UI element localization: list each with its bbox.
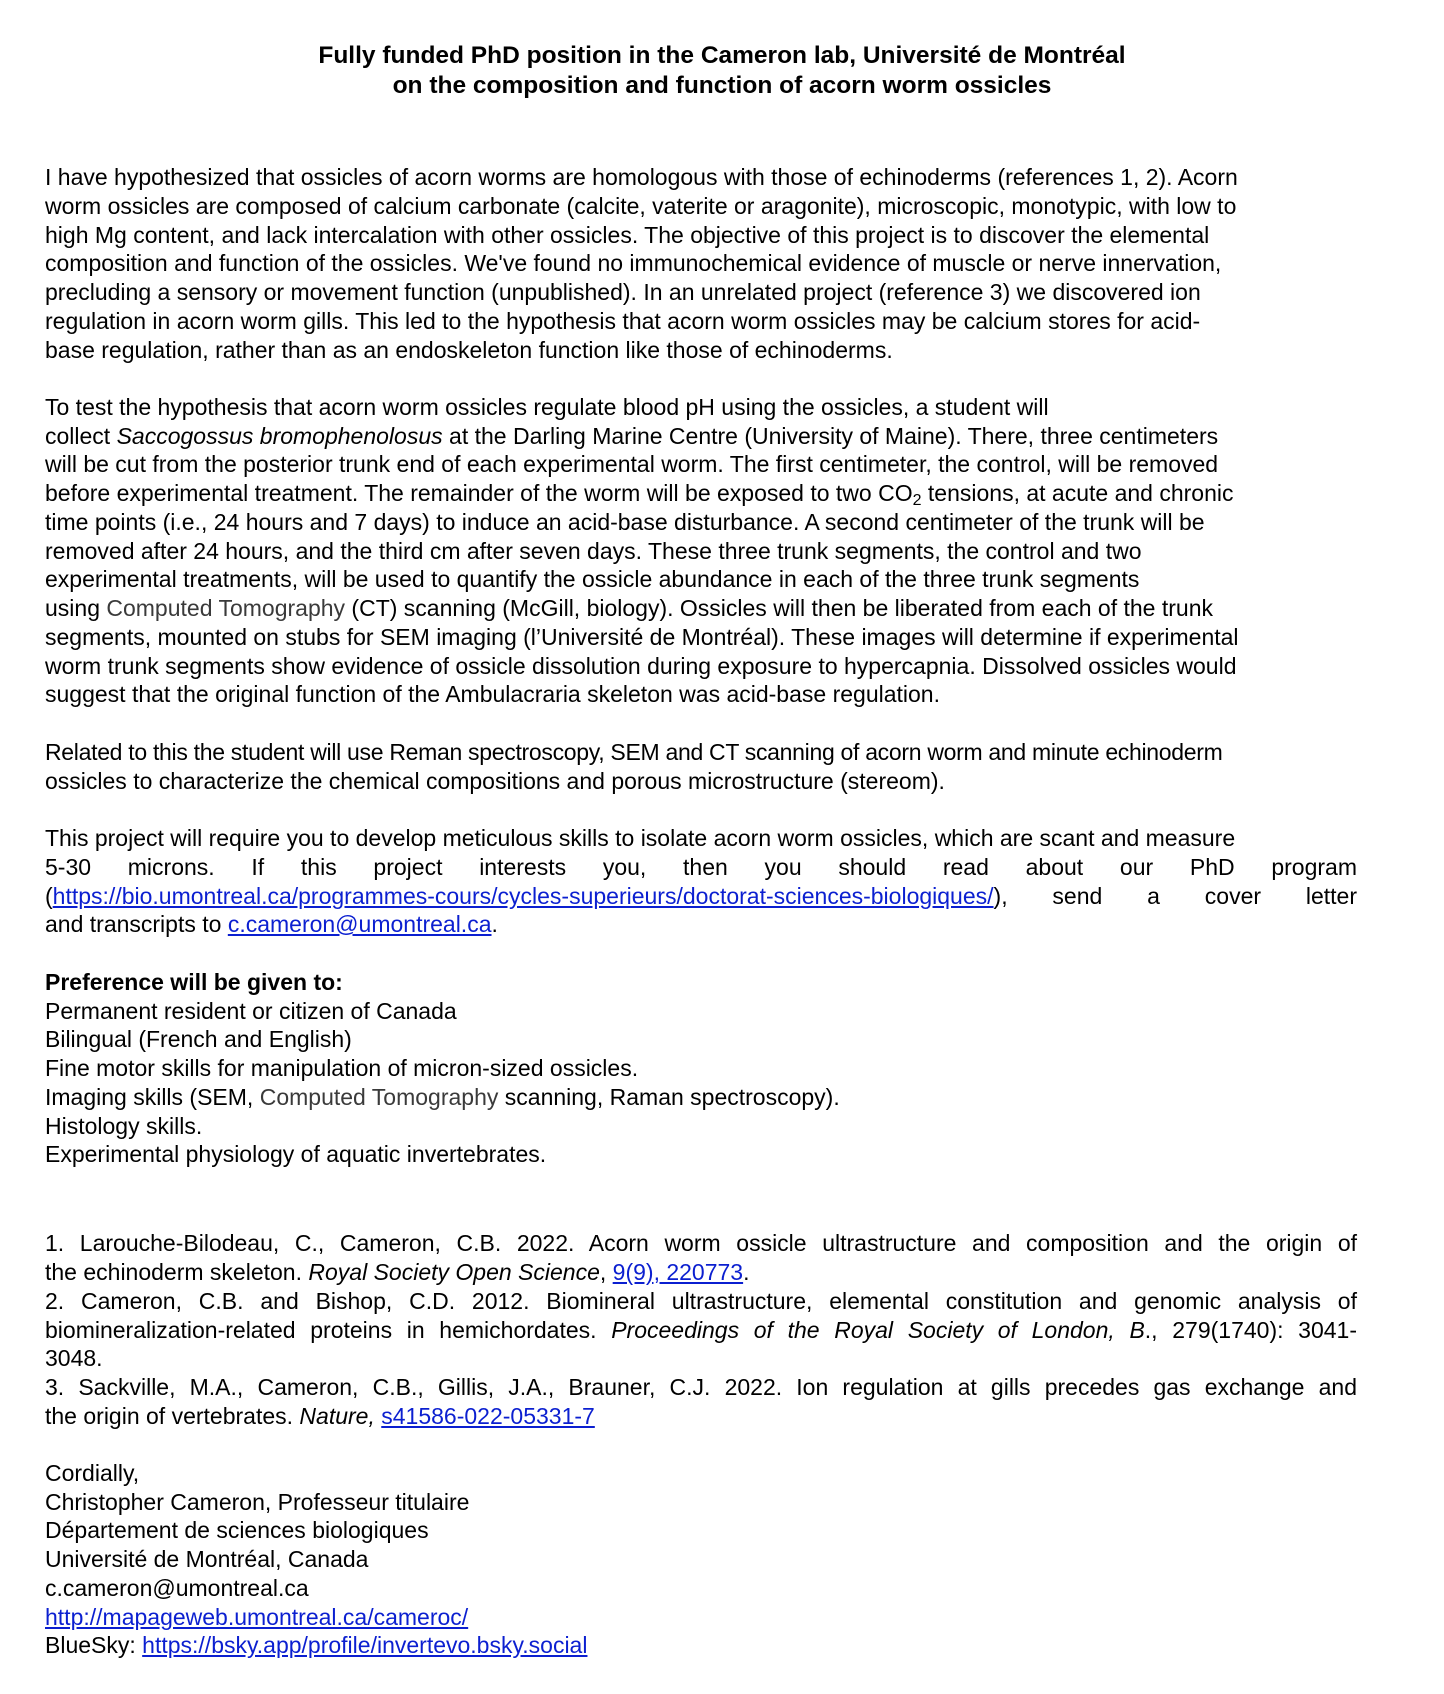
signature-email: c.cameron@umontreal.ca [45,1575,309,1601]
text-line: high Mg content, and lack intercalation with other ossicles. The objective of this project is to discover the elemental [45,222,1210,248]
text-span: . [743,1259,750,1285]
closing: Cordially, [45,1460,140,1486]
text-line: composition and function of the ossicles. We've found no immunochemical evidence of muscle or nerve innervation, [45,250,1222,276]
text-span: (CT) scanning (McGill, biology). Ossicles will then be liberated from each of the trunk [345,595,1213,621]
computed-tomography-term: Computed Tomography [259,1084,499,1110]
journal-name: Royal Society Open Science [308,1259,600,1285]
text-line: segments, mounted on stubs for SEM imaging (l’Université de Montréal). These images will determine if experimental [45,624,1239,650]
text-line: 5-30 microns. If this project interests you, then you should read about our PhD program [45,854,1357,880]
text-span: and transcripts to [45,911,228,937]
text-line: Related to this the student will use Reman spectroscopy, SEM and CT scanning of acorn worm and minute echinoderm [45,739,1223,765]
preferences-heading [45,968,343,996]
text-line [45,594,1213,622]
text-line: experimental treatments, will be used to quantify the ossicle abundance in each of the three trunk segments [45,566,1140,592]
bluesky-link[interactable]: https://bsky.app/profile/invertevo.bsky.social [142,1632,588,1658]
signature-university: Université de Montréal, Canada [45,1546,369,1572]
preference-item: Fine motor skills for manipulation of micron-sized ossicles. [45,1055,639,1081]
text-line: This project will require you to develop meticulous skills to isolate acorn worm ossicles, which are scant and measure [45,825,1236,851]
text-line: precluding a sensory or movement function (unpublished). In an unrelated project (reference 3) we discovered ion [45,279,1201,305]
text-span: collect [45,423,117,449]
reference-1: 1. Larouche-Bilodeau, C., Cameron, C.B. 2022. Acorn worm ossicle ultrastructure and composition and the origin of [45,1230,1357,1256]
text-line: regulation in acorn worm gills. This led to the hypothesis that acorn worm ossicles may be calcium stores for acid- [45,308,1201,334]
text-line: To test the hypothesis that acorn worm ossicles regulate blood pH using the ossicles, a student will [45,394,1049,420]
email-link[interactable]: c.cameron@umontreal.ca [227,911,492,937]
website-link[interactable]: http://mapageweb.umontreal.ca/cameroc/ [45,1604,469,1630]
preference-item: Histology skills. [45,1113,203,1139]
text-line [45,910,498,938]
journal-name: Nature, [299,1403,375,1429]
subscript: 2 [912,492,922,509]
text-line [45,882,1357,910]
reference-1-cont [45,1258,750,1286]
text-span: Imaging skills (SEM, [45,1084,260,1110]
signature-department: Département de sciences biologiques [45,1517,429,1543]
text-span: ), send a cover letter [993,883,1357,909]
text-line: time points (i.e., 24 hours and 7 days) to induce an acid-base disturbance. A second centimeter of the trunk will be [45,509,1205,535]
preference-item [45,1083,840,1111]
preference-item: Permanent resident or citizen of Canada [45,998,457,1024]
title-line-2: on the composition and function of acorn worm ossicles [392,72,1052,99]
signature-name: Christopher Cameron, Professeur titulaire [45,1489,470,1515]
text-line: worm trunk segments show evidence of ossicle dissolution during exposure to hypercapnia. Dissolved ossicles would [45,653,1237,679]
phd-program-link[interactable]: https://bio.umontreal.ca/programmes-cours/cycles-superieurs/doctorat-sciences-biologiques/ [52,883,994,909]
text-line [45,479,1234,511]
reference-3-cont [45,1402,595,1430]
heading-text: Preference will be given to: [45,969,343,995]
computed-tomography-term: Computed Tomography [106,595,346,621]
text-line: suggest that the original function of the Ambulacraria skeleton was acid-base regulation. [45,681,940,707]
bluesky-line [45,1631,587,1659]
text-span: ( [45,883,53,909]
text-span: , [599,1259,613,1285]
preference-item: Experimental physiology of aquatic invertebrates. [45,1141,547,1167]
bluesky-label: BlueSky: [45,1632,143,1658]
title-line-1: Fully funded PhD position in the Cameron lab, Université de Montréal [318,42,1126,69]
text-line: will be cut from the posterior trunk end of each experimental worm. The first centimeter, the control, will be removed [45,451,1219,477]
text-line: worm ossicles are composed of calcium carbonate (calcite, vaterite or aragonite), microscopic, monotypic, with low to [45,193,1237,219]
text-line: base regulation, rather than as an endoskeleton function like those of echinoderms. [45,337,893,363]
text-line: ossicles to characterize the chemical compositions and porous microstructure (stereom). [45,768,945,794]
text-line: I have hypothesized that ossicles of acorn worms are homologous with those of echinoderms (references 1, 2). Acorn [45,164,1238,190]
text-span: the echinoderm skeleton. [45,1259,309,1285]
website-line [45,1603,468,1631]
text-span: tensions, at acute and chronic [921,480,1234,506]
text-span: biomineralization-related proteins in hemichordates. [45,1317,612,1343]
text-span: using [45,595,107,621]
text-span: ., 279(1740): 3041- [1144,1317,1357,1343]
reference-2-cont: 3048. [45,1345,103,1371]
text-line: removed after 24 hours, and the third cm after seven days. These three trunk segments, the control and two [45,538,1142,564]
reference-3: 3. Sackville, M.A., Cameron, C.B., Gillis, J.A., Brauner, C.J. 2022. Ion regulation at gills precedes gas exchange and [45,1374,1357,1400]
text-span: . [491,911,498,937]
preference-item: Bilingual (French and English) [45,1026,352,1052]
text-line [45,422,1218,450]
journal-name: Proceedings of the Royal Society of London, B [611,1317,1145,1343]
text-span: before experimental treatment. The remainder of the worm will be exposed to two CO [45,480,913,506]
species-name: Saccogossus bromophenolosus [116,423,443,449]
reference-3-link[interactable]: s41586-022-05331-7 [381,1403,595,1429]
reference-2: 2. Cameron, C.B. and Bishop, C.D. 2012. Biomineral ultrastructure, elemental constitution and genomic analysis of [45,1288,1357,1314]
text-span: the origin of vertebrates. [45,1403,300,1429]
reference-2-cont [45,1316,1357,1344]
reference-1-link[interactable]: 9(9), 220773 [612,1259,744,1285]
text-span: scanning, Raman spectroscopy). [498,1084,840,1110]
text-span: at the Darling Marine Centre (University of Maine). There, three centimeters [442,423,1219,449]
